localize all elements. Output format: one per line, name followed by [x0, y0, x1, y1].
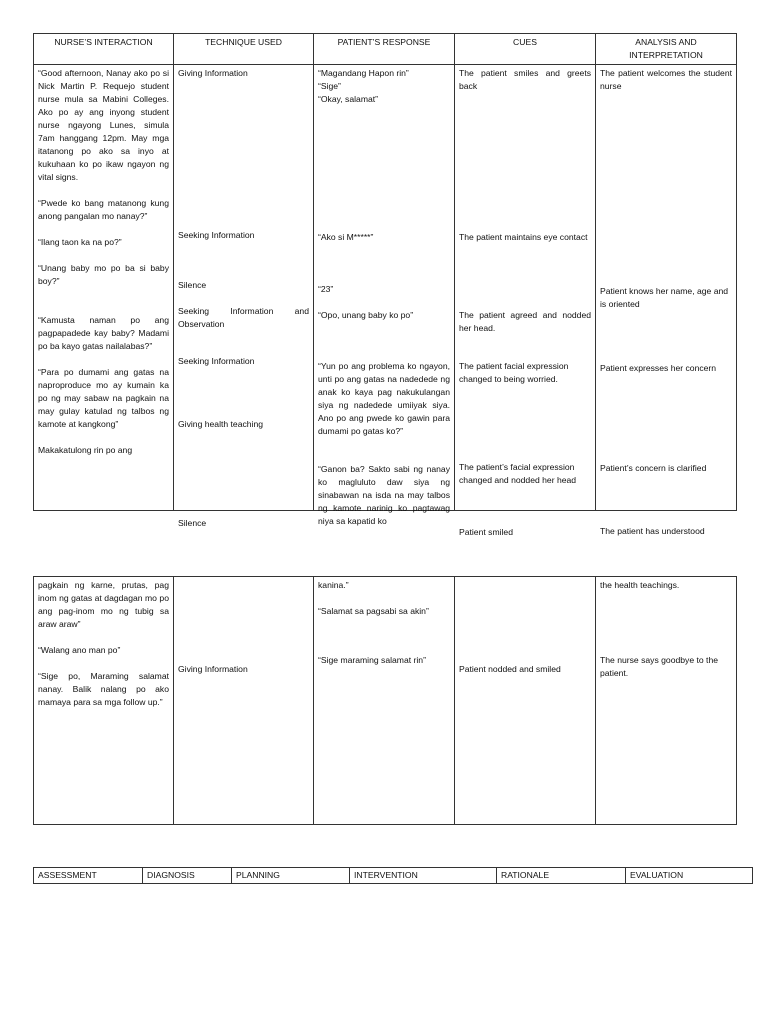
response-item: “Yun po ang problema ko ngayon, unti po ang gatas na nadedede ng anak ko kaya pag nakukulangan siya ng nadedede umiiyak siya. Ano po ang pwede ko gawin para dumami po gatas ko?” [318, 361, 450, 436]
cue-item: The patient maintains eye contact [459, 232, 588, 242]
nurse-line: Makakatulong rin po ang [38, 445, 133, 455]
cues-cell [455, 65, 596, 537]
header-analysis-interpretation: ANALYSIS AND INTERPRETATION [596, 34, 737, 65]
technique-item: Giving health teaching [178, 419, 264, 429]
response-item: “Magandang Hapon rin” “Sige” “Okay, salamat” [318, 68, 409, 104]
header-row [34, 34, 737, 65]
nurse-line: “Good afternoon, Nanay ako po si Nick Martin P. Requejo student nurse mula sa Mabini Colleges. Ako po ay ang inyong student nurse ngayong Lunes, simula 7am hanggang 12pm. May mga itatanong po ako sa inyo at kukuhaan ko po ikaw ngayon ng vital signs. [38, 68, 169, 182]
process-recording-table-page1 [33, 33, 737, 537]
analysis-item: The nurse says goodbye to the patient. [600, 655, 719, 678]
nurse-line: “Sige po, Maraming salamat nanay. Balik nalang po ako mamaya para sa mga follow up.” [38, 671, 169, 707]
nurse-line: “Unang baby mo po ba si baby boy?” [38, 263, 169, 286]
technique-item: Silence [178, 280, 207, 290]
header-nurses-interaction: NURSE’S INTERACTION [34, 34, 174, 65]
technique-item: Seeking Information and Observation [178, 306, 309, 329]
cue-item: Patient nodded and smiled [459, 664, 561, 674]
header-technique-used: TECHNIQUE USED [174, 34, 314, 65]
cues-cell [455, 577, 596, 825]
nurse-interaction-cell [34, 577, 174, 825]
technique-item: Seeking Information [178, 230, 255, 240]
cue-item: The patient facial expression changed to being worried. [459, 361, 569, 384]
header-cues: CUES [455, 34, 596, 65]
analysis-item: Patient knows her name, age and is oriented [600, 286, 729, 309]
nurse-line: pagkain ng karne, prutas, pag inom ng gatas at dagdagan mo po ang pag-inom mo ng tubig sa araw araw” [38, 580, 169, 629]
technique-cell [174, 65, 314, 528]
technique-item: Silence [178, 518, 207, 528]
header-row [34, 868, 753, 884]
patient-response-cell [314, 577, 455, 825]
response-item: “Salamat sa pagsabi sa akin” [318, 606, 429, 616]
analysis-cell [596, 65, 737, 536]
nurse-line: “Ilang taon ka na po?” [38, 237, 122, 247]
header-evaluation: EVALUATION [626, 868, 753, 884]
cue-item: Patient smiled [459, 527, 513, 537]
analysis-item: Patient expresses her concern [600, 363, 717, 373]
response-item: kanina.” [318, 580, 349, 590]
nurse-line: “Para po dumami ang gatas na naproproduce mo ay kumain ka po ng may sabaw na pagkain na may gulay katulad ng talbos ng kamote at kangkong” [38, 367, 169, 429]
technique-item: Giving Information [178, 68, 248, 78]
response-item: “Opo, unang baby ko po” [318, 310, 414, 320]
analysis-item: Patient’s concern is clarified [600, 463, 707, 473]
nurse-interaction-cell [34, 65, 174, 511]
technique-item: Giving Information [178, 664, 248, 674]
cue-item: The patient’s facial expression changed and nodded her head [459, 462, 577, 485]
technique-item: Seeking Information [178, 356, 255, 366]
technique-cell [174, 577, 314, 825]
patient-response-cell [314, 65, 455, 526]
analysis-cell [596, 577, 737, 825]
response-item: “Ganon ba? Sakto sabi ng nanay ko magluluto daw siya ng sinabawan na isda na may talbos ng kamote narinig ko pagtawag niya sa kapatid ko [318, 464, 450, 526]
header-intervention: INTERVENTION [350, 868, 497, 884]
process-recording-table [33, 33, 737, 537]
nurse-line: “Pwede ko bang matanong kung anong pangalan mo nanay?” [38, 198, 169, 221]
header-diagnosis: DIAGNOSIS [143, 868, 232, 884]
nurse-line: “Walang ano man po” [38, 645, 121, 655]
cue-item: The patient smiles and greets back [459, 68, 591, 91]
header-planning: PLANNING [232, 868, 350, 884]
table-row [34, 577, 737, 825]
nursing-care-plan-table-wrapper [33, 867, 753, 884]
nursing-care-plan-table [33, 867, 753, 884]
analysis-item: The patient has understood [600, 526, 705, 536]
continuation-table [33, 576, 737, 825]
cue-item: The patient agreed and nodded her head. [459, 310, 591, 333]
response-item: “Ako si M*****” [318, 232, 374, 242]
response-item: “23” [318, 284, 334, 294]
process-recording-table-page2 [33, 576, 737, 825]
table-row [34, 65, 737, 511]
header-patients-response: PATIENT’S RESPONSE [314, 34, 455, 65]
header-assessment: ASSESSMENT [34, 868, 143, 884]
nurse-line: “Kamusta naman po ang pagpapadede kay baby? Madami po ba kayo gatas nailalabas?” [38, 315, 169, 351]
analysis-item: the health teachings. [600, 580, 680, 590]
header-rationale: RATIONALE [497, 868, 626, 884]
response-item: “Sige maraming salamat rin” [318, 655, 426, 665]
analysis-item: The patient welcomes the student nurse [600, 68, 732, 91]
